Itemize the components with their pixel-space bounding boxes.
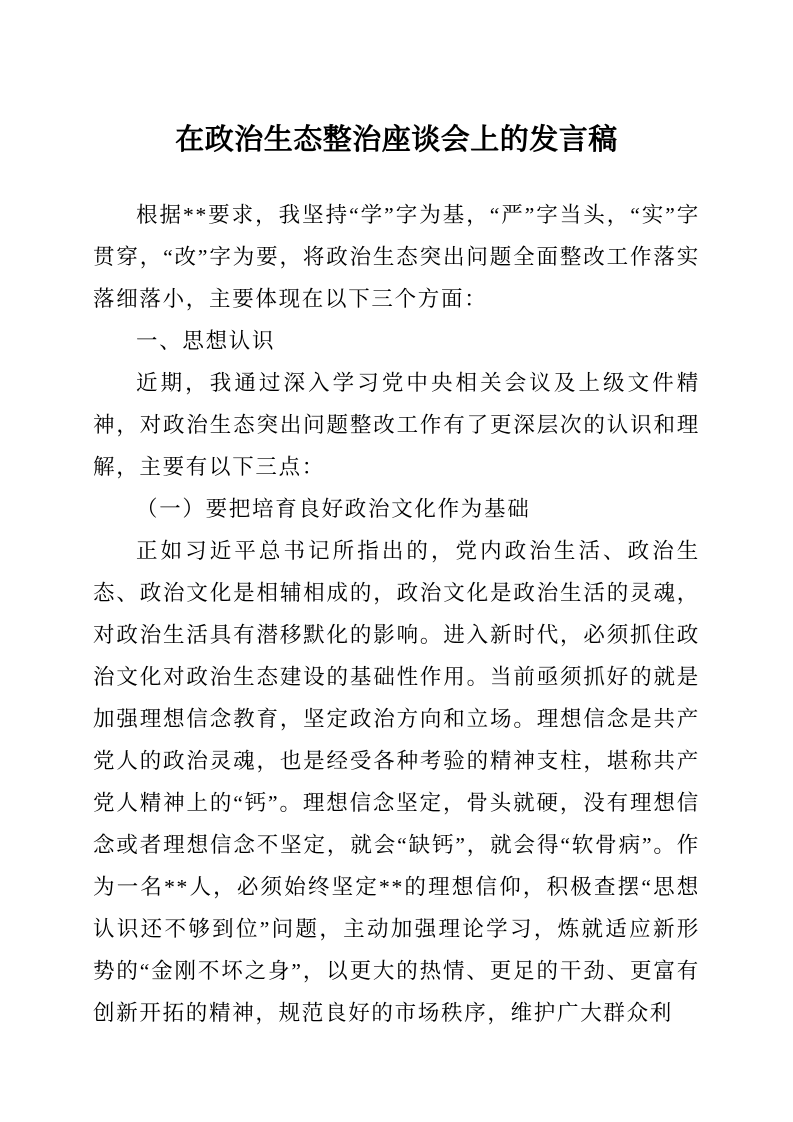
document-title: 在政治生态整治座谈会上的发言稿	[175, 124, 618, 156]
document-body	[0, 194, 793, 1034]
paragraph: 近期，我通过深入学习党中央相关会议及上级文件精神，对政治生态突出问题整改工作有了更深层次的认识和理解，主要有以下三点：	[93, 371, 700, 479]
paragraph: 根据**要求，我坚持“学”字为基，“严”字当头，“实”字贯穿，“改”字为要，将政治生态突出问题全面整改工作落实落细落小，主要体现在以下三个方面：	[93, 203, 700, 311]
paragraph: 正如习近平总书记所指出的，党内政治生活、政治生态、政治文化是相辅相成的，政治文化是政治生活的灵魂，对政治生活具有潜移默化的影响。进入新时代，必须抓住政治文化对政治生态建设的基础性作用。当前亟须抓好的就是加强理想信念教育，坚定政治方向和立场。理想信念是共产党人的政治灵魂，也是经受各种考验的精神支柱，堪称共产党人精神上的“钙”。理想信念坚定，骨头就硬，没有理想信念或者理想信念不坚定，就会“缺钙”，就会得“软骨病”。作为一名**人，必须始终坚定**的理想信仰，积极查摆“思想认识还不够到位”问题，主动加强理论学习，炼就适应新形势的“金刚不坏之身”，以更大的热情、更足的干劲、更富有创新开拓的精神，规范良好的市场秩序，维护广大群众利	[93, 539, 700, 1025]
section-heading: 一、思想认识	[136, 329, 276, 353]
subsection-heading: （一）要把培育良好政治文化作为基础	[136, 497, 531, 521]
